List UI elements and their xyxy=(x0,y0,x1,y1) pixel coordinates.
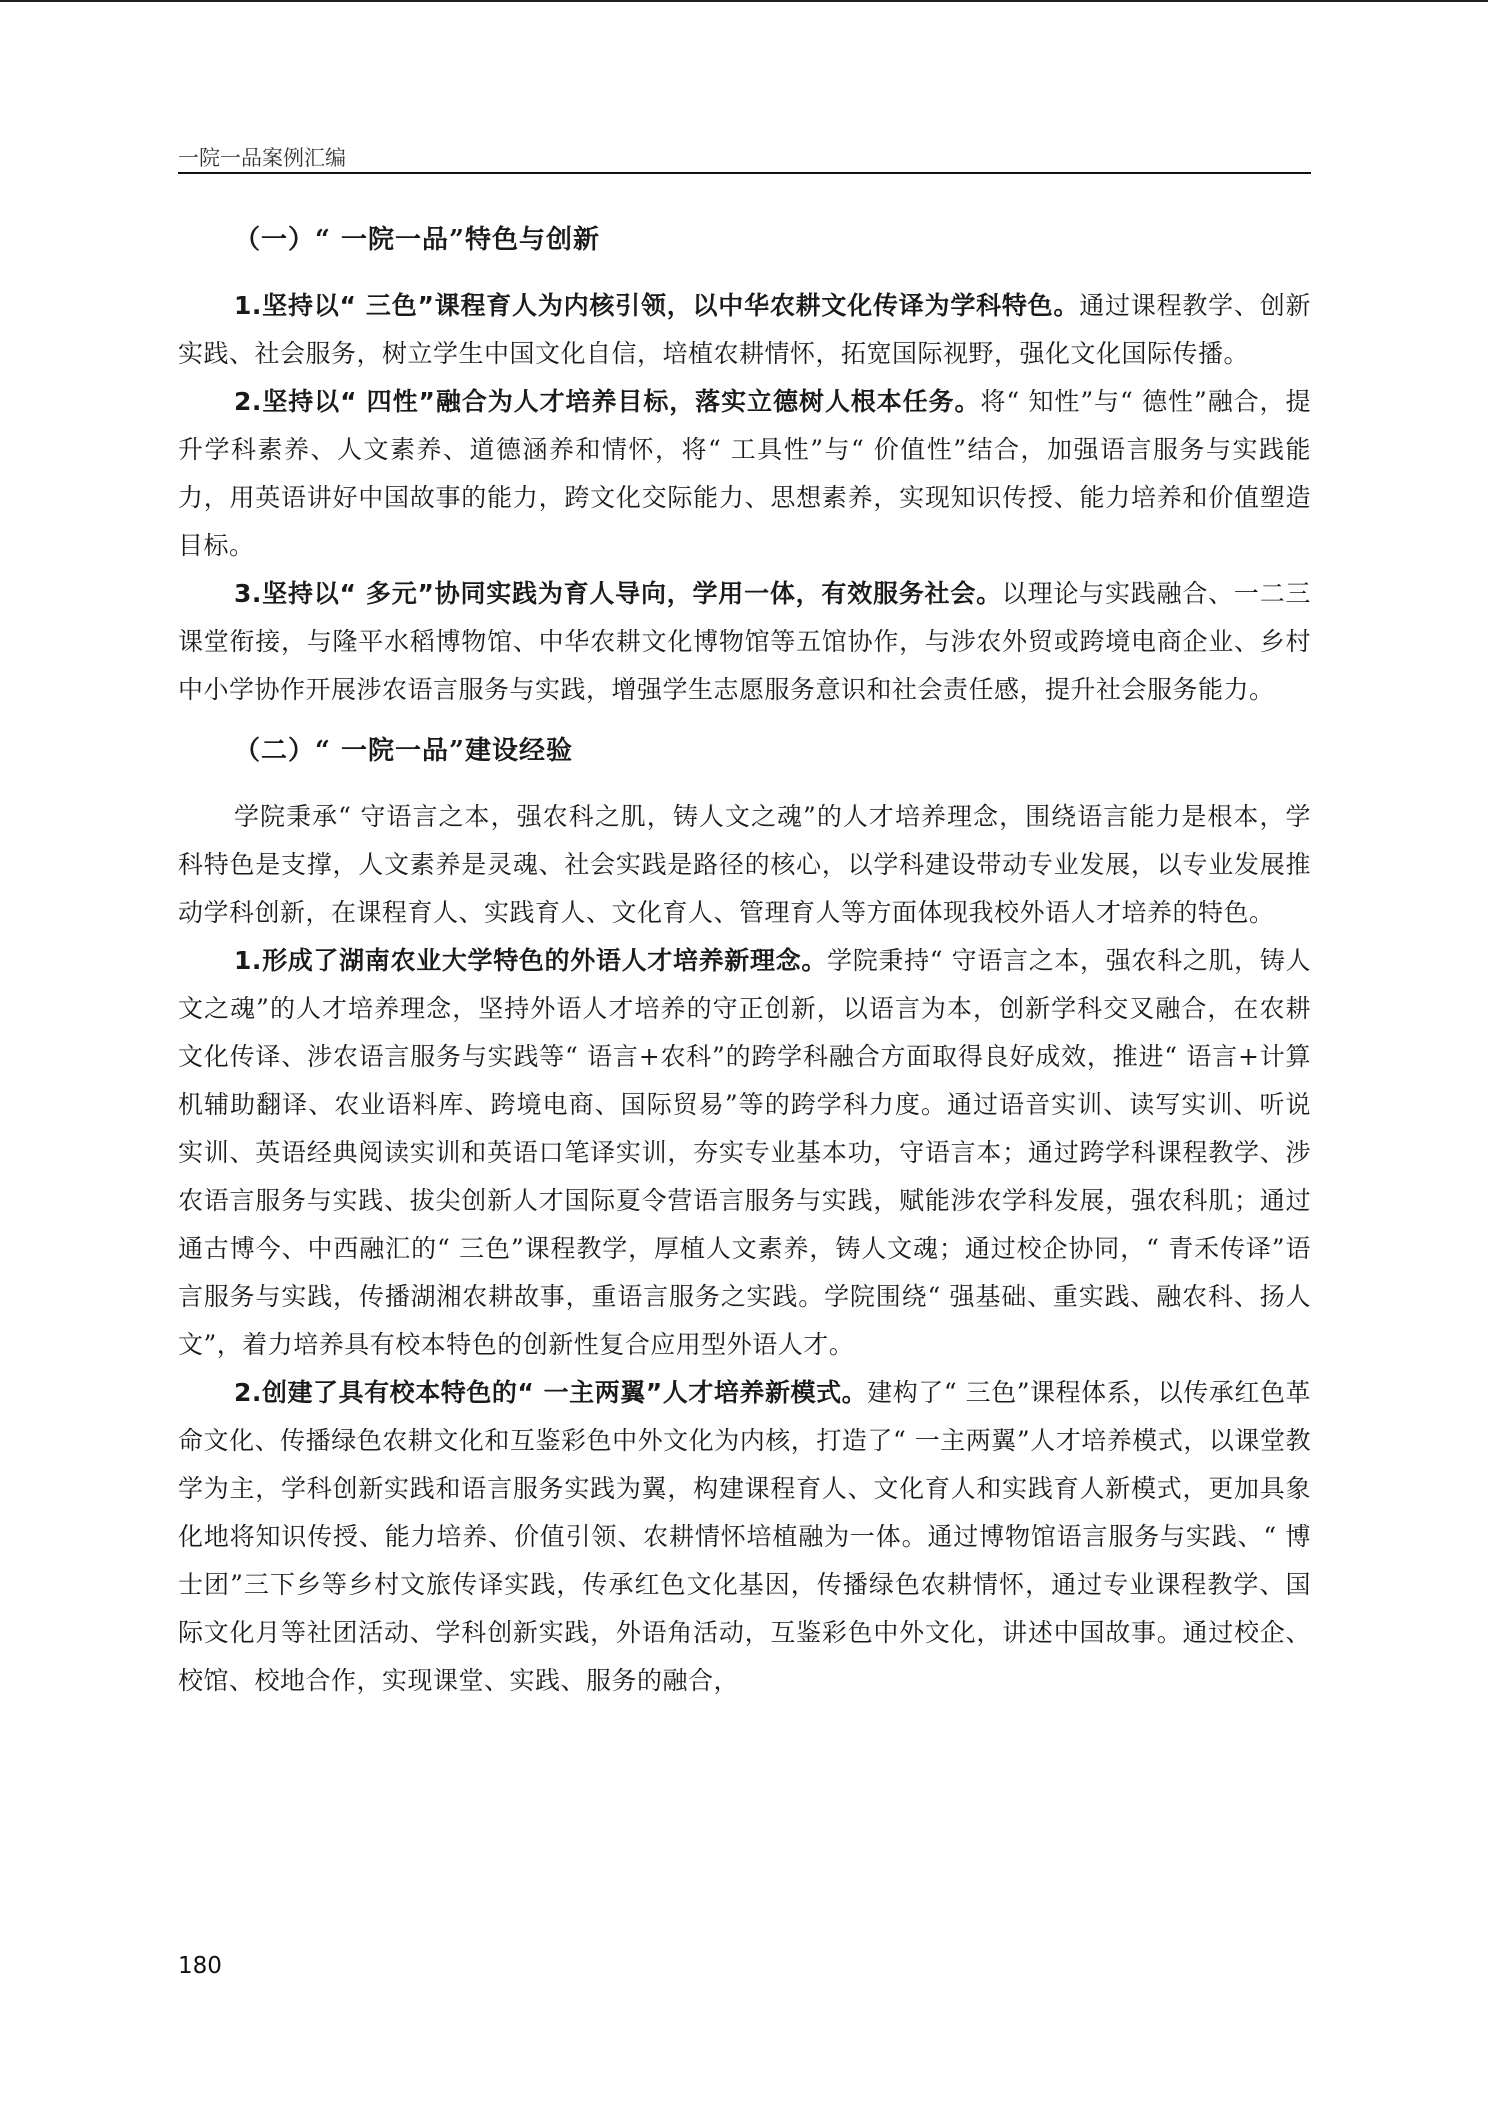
item-body: 以理论与实践融合、一二三课堂衔接，与隆平水稻博物馆、中华农耕文化博物馆等五馆协作，与涉农外贸或跨境电商企业、乡村中小学协作开展涉农语言服务与实践，增强学生志愿服务意识和社会责任感，提升社会服务能力。 xyxy=(178,579,1311,704)
page-number: 180 xyxy=(178,1953,222,1979)
section-2-heading: （二）“ 一院一品”建设经验 xyxy=(234,736,573,766)
section-1-item-3 xyxy=(178,570,1311,714)
item-body: 学院秉持“ 守语言之本，强农科之肌，铸人文之魂”的人才培养理念，坚持外语人才培养的守正创新，以语言为本，创新学科交叉融合，在农耕文化传译、涉农语言服务与实践等“ 语言+农科”的跨学科融合方面取得良好成效，推进“ 语言+计算机辅助翻译、农业语料库、跨境电商、国际贸易”等的跨学科力度。通过语音实训、读写实训、听说实训、英语经典阅读实训和英语口笔译实训，夯实专业基本功，守语言本；通过跨学科课程教学、涉农语言服务与实践、拔尖创新人才国际夏令营语言服务与实践，赋能涉农学科发展，强农科肌；通过通古博今、中西融汇的“ 三色”课程教学，厚植人文素养，铸人文魂；通过校企协同，“ 青禾传译”语言服务与实践，传播湖湘农耕故事，重语言服务之实践。学院围绕“ 强基础、重实践、融农科、扬人文”，着力培养具有校本特色的创新性复合应用型外语人才。 xyxy=(178,946,1311,1359)
item-lead: 1.形成了湖南农业大学特色的外语人才培养新理念。 xyxy=(234,946,828,975)
header-rule xyxy=(178,172,1311,174)
item-body: 将“ 知性”与“ 德性”融合，提升学科素养、人文素养、道德涵养和情怀，将“ 工具性”与“ 价值性”结合，加强语言服务与实践能力，用英语讲好中国故事的能力，跨文化交际能力、思想素养，实现知识传授、能力培养和价值塑造目标。 xyxy=(178,387,1311,560)
item-lead: 2.创建了具有校本特色的“ 一主两翼”人才培养新模式。 xyxy=(234,1378,868,1407)
section-1-item-2 xyxy=(178,378,1311,570)
item-body: 建构了“ 三色”课程体系，以传承红色革命文化、传播绿色农耕文化和互鉴彩色中外文化为内核，打造了“ 一主两翼”人才培养模式，以课堂教学为主，学科创新实践和语言服务实践为翼，构建课程育人、文化育人和实践育人新模式，更加具象化地将知识传授、能力培养、价值引领、农耕情怀培植融为一体。通过博物馆语言服务与实践、“ 博士团”三下乡等乡村文旅传译实践，传承红色文化基因，传播绿色农耕情怀，通过专业课程教学、国际文化月等社团活动、学科创新实践，外语角活动，互鉴彩色中外文化，讲述中国故事。通过校企、校馆、校地合作，实现课堂、实践、服务的融合， xyxy=(178,1378,1311,1695)
section-1-item-1 xyxy=(178,282,1311,378)
top-border-rule xyxy=(0,0,1488,2)
page-body xyxy=(178,215,1311,1705)
section-2-item-1 xyxy=(178,937,1311,1369)
item-lead: 2.坚持以“ 四性”融合为人才培养目标，落实立德树人根本任务。 xyxy=(234,387,981,416)
item-lead: 3.坚持以“ 多元”协同实践为育人导向，学用一体，有效服务社会。 xyxy=(234,579,1002,608)
item-body: 通过课程教学、创新实践、社会服务，树立学生中国文化自信，培植农耕情怀，拓宽国际视野，强化文化国际传播。 xyxy=(178,291,1311,368)
section-2-item-2 xyxy=(178,1369,1311,1705)
item-lead: 1.坚持以“ 三色”课程育人为内核引领，以中华农耕文化传译为学科特色。 xyxy=(234,291,1080,320)
section-1-heading: （一）“ 一院一品”特色与创新 xyxy=(234,225,600,255)
running-head: 一院一品案例汇编 xyxy=(178,146,346,170)
section-2-intro: 学院秉承“ 守语言之本，强农科之肌，铸人文之魂”的人才培养理念，围绕语言能力是根本，学科特色是支撑，人文素养是灵魂、社会实践是路径的核心，以学科建设带动专业发展，以专业发展推动学科创新，在课程育人、实践育人、文化育人、管理育人等方面体现我校外语人才培养的特色。 xyxy=(178,802,1311,927)
